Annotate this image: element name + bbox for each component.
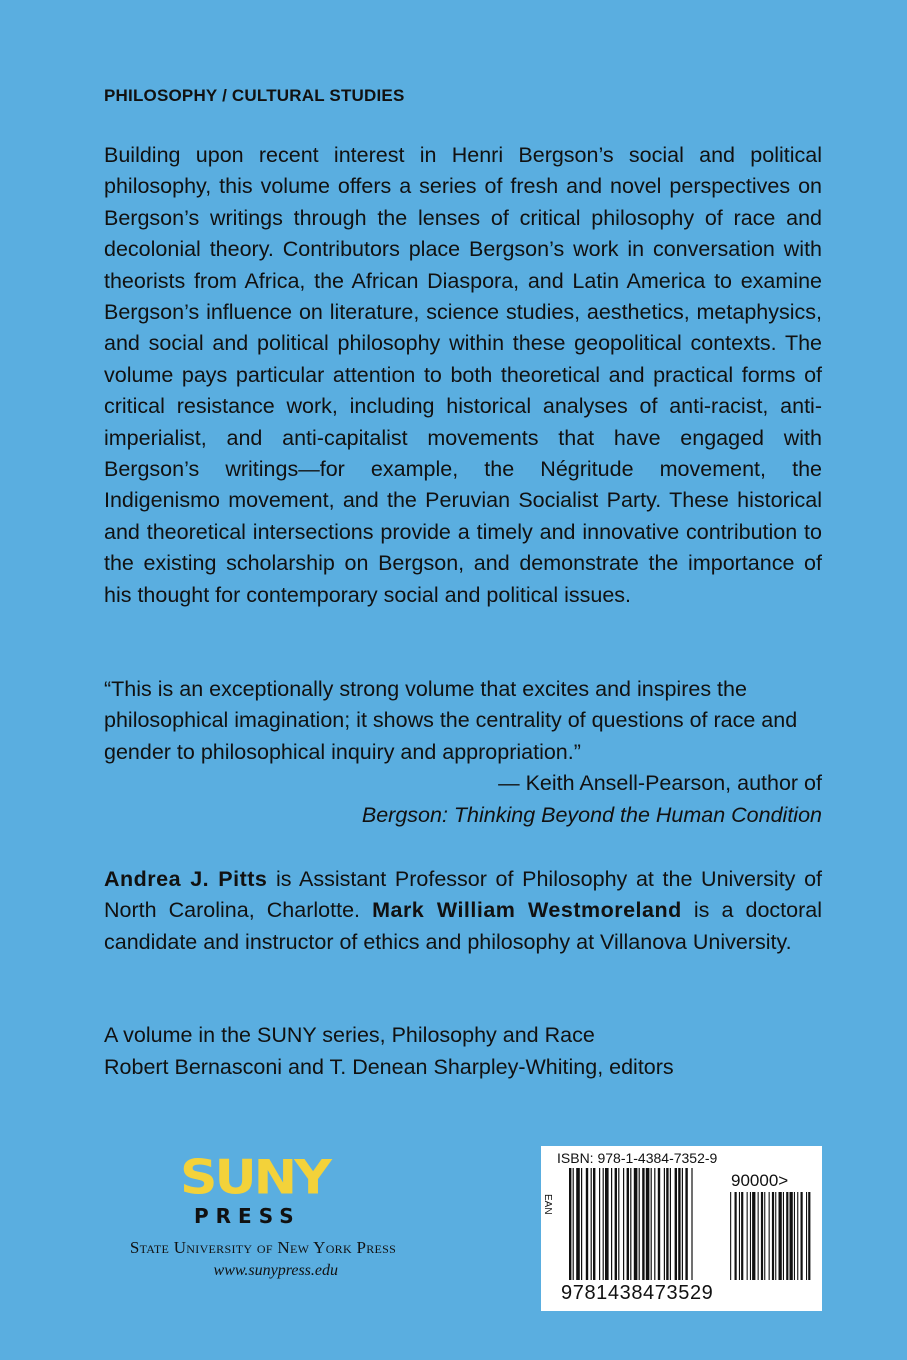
barcode-bar (573, 1168, 574, 1280)
barcode-bar (691, 1168, 692, 1280)
barcode-bar (772, 1192, 774, 1280)
barcode-bar (658, 1168, 660, 1280)
category-label: PHILOSOPHY / CULTURAL STUDIES (104, 86, 405, 105)
barcode-bar (801, 1192, 803, 1280)
blurb-work-title: Bergson: Thinking Beyond the Human Condition (361, 803, 822, 827)
barcode-bar (775, 1192, 776, 1280)
editor-bio-1: is Assistant Professor of Philosophy at the University of North Carolina, Charlotte. (104, 867, 822, 923)
barcode-bar (761, 1192, 763, 1280)
barcode-bar (581, 1168, 582, 1280)
barcode-bar (646, 1168, 650, 1280)
barcode-bar (615, 1168, 617, 1280)
publisher-name: State University of New York Press (129, 1238, 397, 1257)
barcode-bar (586, 1168, 588, 1280)
barcode-bar (750, 1192, 751, 1280)
barcode-bar (591, 1168, 592, 1280)
barcode-bar (634, 1168, 638, 1280)
barcode-bar (599, 1168, 600, 1280)
barcode-bar (682, 1168, 683, 1280)
barcode-bar (627, 1168, 629, 1280)
barcode-bar (664, 1168, 665, 1280)
barcode-bar (678, 1168, 680, 1280)
barcode-bar (576, 1168, 580, 1280)
barcode-bar (651, 1168, 652, 1280)
blurb-attribution: — Keith Ansell-Pearson, author of (498, 771, 822, 795)
barcode-bar (593, 1168, 595, 1280)
isbn-barcode (541, 1146, 822, 1311)
barcode-bar (618, 1168, 619, 1280)
logo-suny-word: SUNY (180, 1151, 329, 1205)
barcode-bar (752, 1192, 755, 1280)
barcode-bar (666, 1168, 668, 1280)
editor-name-1: Andrea J. Pitts (104, 867, 268, 891)
isbn-label: ISBN: 978-1-4384-7352-9 (557, 1150, 718, 1166)
barcode-bar (786, 1192, 788, 1280)
blurb-quote: “This is an exceptionally strong volume that excites and inspires the philosophical imagination; it shows the centrality of questions of race and gender to philosophical inquiry and appropriation.” (104, 677, 798, 764)
barcode-bar (670, 1168, 671, 1280)
barcode-bar (735, 1192, 737, 1280)
editor-bio (104, 864, 822, 958)
barcode-bar (790, 1192, 793, 1280)
barcode-bar (769, 1192, 770, 1280)
barcode-bar (642, 1168, 644, 1280)
publisher-url: www.sunypress.edu (213, 1262, 338, 1279)
barcode-bar (747, 1192, 748, 1280)
barcode-bar (730, 1192, 731, 1280)
barcode-bar (605, 1168, 609, 1280)
logo-press-word: PRESS (194, 1204, 301, 1228)
barcode-bar (639, 1168, 640, 1280)
barcode-bar (764, 1192, 765, 1280)
barcode-bar (758, 1192, 759, 1280)
barcode-bar (654, 1168, 655, 1280)
barcode-number: 9781438473529 (561, 1282, 714, 1304)
barcode-bar (797, 1192, 798, 1280)
barcode-bar (630, 1168, 631, 1280)
book-description: Building upon recent interest in Henri Bergson’s social and political philosophy, this volume offers a series of fresh and novel perspectives on Bergson’s writings through the lenses of critical philosophy of race and decolonial theory. Contributors place Bergson’s work in conversation with theorists from Africa, the African Diaspora, and Latin America to examine Bergson’s influence on literature, science studies, aesthetics, metaphysics, and social and political philosophy within these geopolitical contexts. The volume pays particular attention to both theoretical and practical forms of critical resistance work, including historical analyses of anti-racist, anti-imperialist, and anti-capitalist movements that have engaged with Bergson’s writings—for example, the Négritude movement, the Indigenismo movement, and the Peruvian Socialist Party. These historical and theoretical intersections provide a timely and innovative contribution to the existing scholarship on Bergson, and demonstrate the importance of his thought for contemporary social and political issues. (104, 143, 822, 607)
barcode-bar (808, 1192, 810, 1280)
series-editors: Robert Bernasconi and T. Denean Sharpley-Whiting, editors (104, 1055, 674, 1079)
price-code: 90000> (731, 1171, 789, 1190)
ean-label: EAN (542, 1194, 553, 1215)
barcode-bar (675, 1168, 677, 1280)
barcode-bar (741, 1192, 743, 1280)
editor-name-2: Mark William Westmoreland (372, 898, 682, 923)
series-title: A volume in the SUNY series, Philosophy and Race (104, 1023, 595, 1047)
editor-bio-2: is a doctoral candidate and instructor of ethics and philosophy at Villanova University. (104, 898, 822, 954)
suny-press-logo (108, 1152, 428, 1292)
barcode-bar (685, 1168, 687, 1280)
barcode-bar (794, 1192, 795, 1280)
barcode-bar (779, 1192, 782, 1280)
barcode-bar (739, 1192, 740, 1280)
barcode-bar (623, 1168, 624, 1280)
barcode-bar (806, 1192, 807, 1280)
barcode-bar (603, 1168, 604, 1280)
barcode-bar (569, 1168, 571, 1280)
barcode-bar (611, 1168, 612, 1280)
barcode-bar (783, 1192, 784, 1280)
